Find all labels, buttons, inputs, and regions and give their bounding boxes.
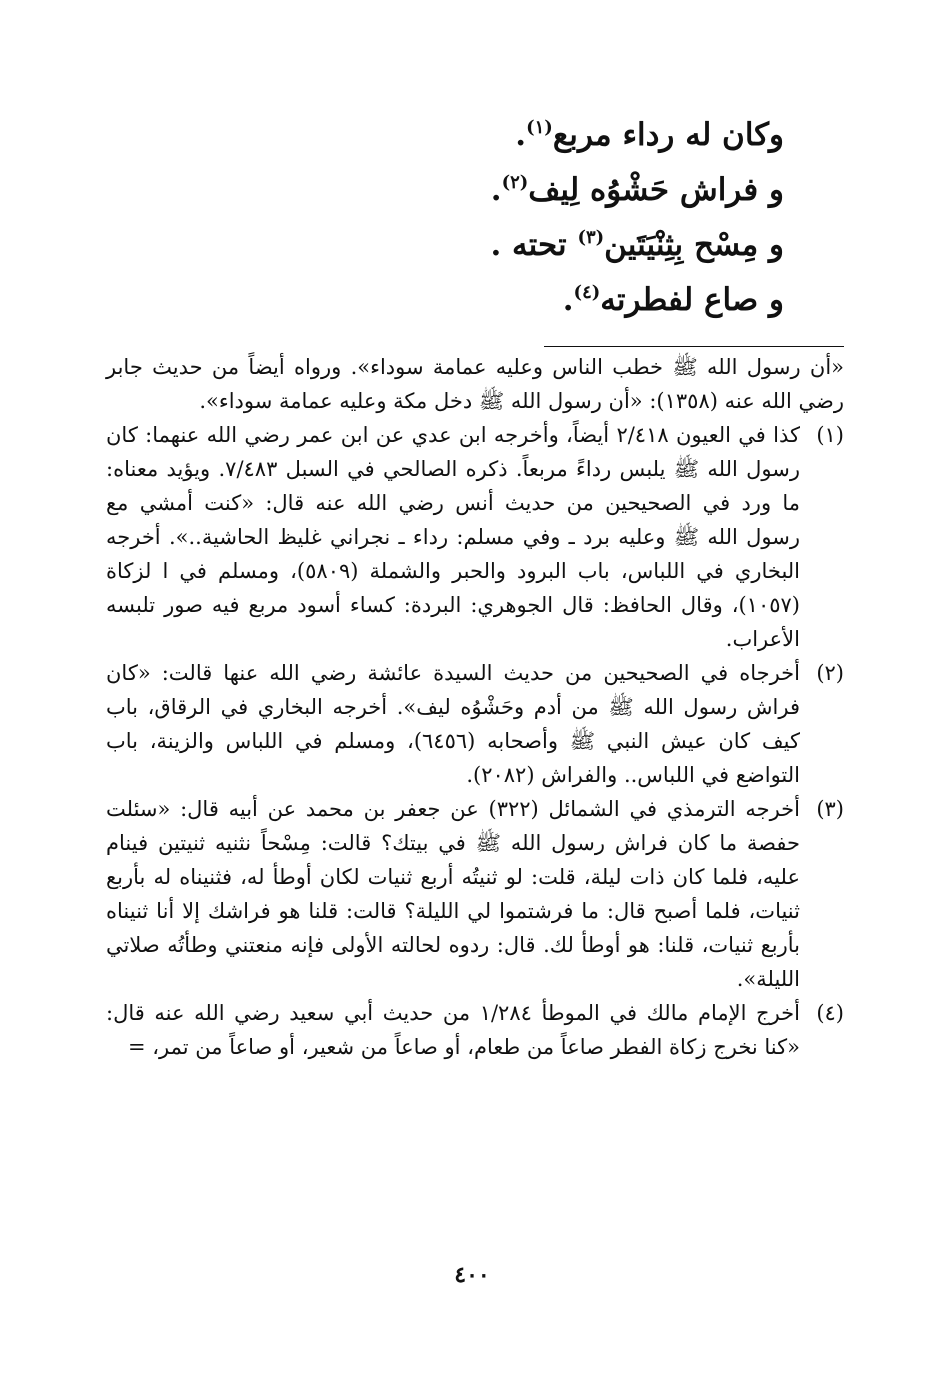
main-line-text: و صاع لفطرته	[600, 282, 784, 318]
footnote-divider	[544, 346, 844, 347]
main-line-tail: .	[515, 117, 527, 153]
main-line-tail: .	[562, 282, 574, 318]
footnote-text: أخرجه الترمذي في الشمائل (٣٢٢) عن جعفر بن محمد عن أبيه قال: «سئلت حفصة ما كان فراش رسول الله ﷺ في بيتك؟ قالت: مِسْحاً نثنيه ثنيتين فينام عليه، فلما كان ذات ليلة، قلت: لو ثنيتُه أربع ثنيات لكان أوطأ له، فثنيناه له بأربع ثنيات، فلما أصبح قال: ما فرشتموا لي الليلة؟ قالت: قلنا هو فراشك إلا أنا ثنيناه بأربع ثنيات، قلنا: هو أوطأ لك. قال: ردوه لحالته الأولى فإنه منعتني وطأتُه صلاتي الليلة».	[106, 797, 800, 991]
footnote-number: (٢)	[816, 661, 844, 685]
footnote	[106, 996, 844, 1064]
main-line	[224, 218, 784, 273]
footnote-number: (١)	[816, 423, 844, 447]
footnote-number: (٤)	[816, 1001, 844, 1025]
page-number: ٤٠٠	[454, 1262, 490, 1288]
footnote-text: أخرج الإمام مالك في الموطأ ١/٢٨٤ من حديث أبي سعيد رضي الله عنه قال: «كنا نخرج زكاة الفطر صاعاً من طعام، أو صاعاً من شعير، أو صاعاً من تمر، =	[106, 1001, 800, 1059]
footnote-ref: (٤)	[573, 282, 601, 303]
footnote-ref: (١)	[526, 117, 553, 138]
main-line-text: و فراش حَشْوُه لِيف	[528, 172, 784, 208]
footnote	[106, 792, 844, 996]
footnotes	[106, 350, 844, 1064]
footnote-text: أخرجاه في الصحيحين من حديث السيدة عائشة رضي الله عنها قالت: «كان فراش رسول الله ﷺ من أدم وحَشْوُه ليف». أخرجه البخاري في الرقاق، باب كيف كان عيش النبي ﷺ وأصحابه (٦٤٥٦)، ومسلم في اللباس والزينة، باب التواضع في اللباس.. والفراش (٢٠٨٢).	[106, 661, 800, 787]
main-line-tail: .	[490, 172, 502, 208]
main-line	[224, 163, 784, 218]
footnote-number: (٣)	[816, 797, 844, 821]
continued-footnote: «أن رسول الله ﷺ خطب الناس وعليه عمامة سوداء». ورواه أيضاً من حديث جابر رضي الله عنه (١٣٥٨): «أن رسول الله ﷺ دخل مكة وعليه عمامة سوداء».	[106, 355, 844, 413]
main-line-text: و مِسْح بِثِنْيَتَين	[604, 227, 784, 263]
main-line-tail: تحته .	[490, 227, 578, 263]
footnote-text: كذا في العيون ٢/٤١٨ أيضاً، وأخرجه ابن عدي عن ابن عمر رضي الله عنهما: كان رسول الله ﷺ يلبس رداءً مربعاً. ذكره الصالحي في السبل ٧/٤٨٣. ويؤيد معناه: ما ورد في الصحيحين من حديث أنس رضي الله عنه قال: «كنت أمشي مع رسول الله ﷺ وعليه برد ـ وفي مسلم: رداء ـ نجراني غليظ الحاشية..». أخرجه البخاري في اللباس، باب البرود والحبر والشملة (٥٨٠٩)، ومسلم في ا لزكاة (١٠٥٧)، وقال الحافظ: قال الجوهري: البردة: كساء أسود مربع فيه صور تلبسه الأعراب.	[106, 423, 801, 651]
main-line	[224, 273, 784, 328]
main-line-text: وكان له رداء مربع	[552, 117, 784, 153]
footnote-ref: (٢)	[501, 172, 529, 193]
footnote	[106, 656, 844, 792]
footnote	[106, 418, 844, 656]
footnote-ref: (٣)	[577, 227, 605, 248]
main-text	[224, 108, 784, 328]
main-line	[224, 108, 784, 163]
